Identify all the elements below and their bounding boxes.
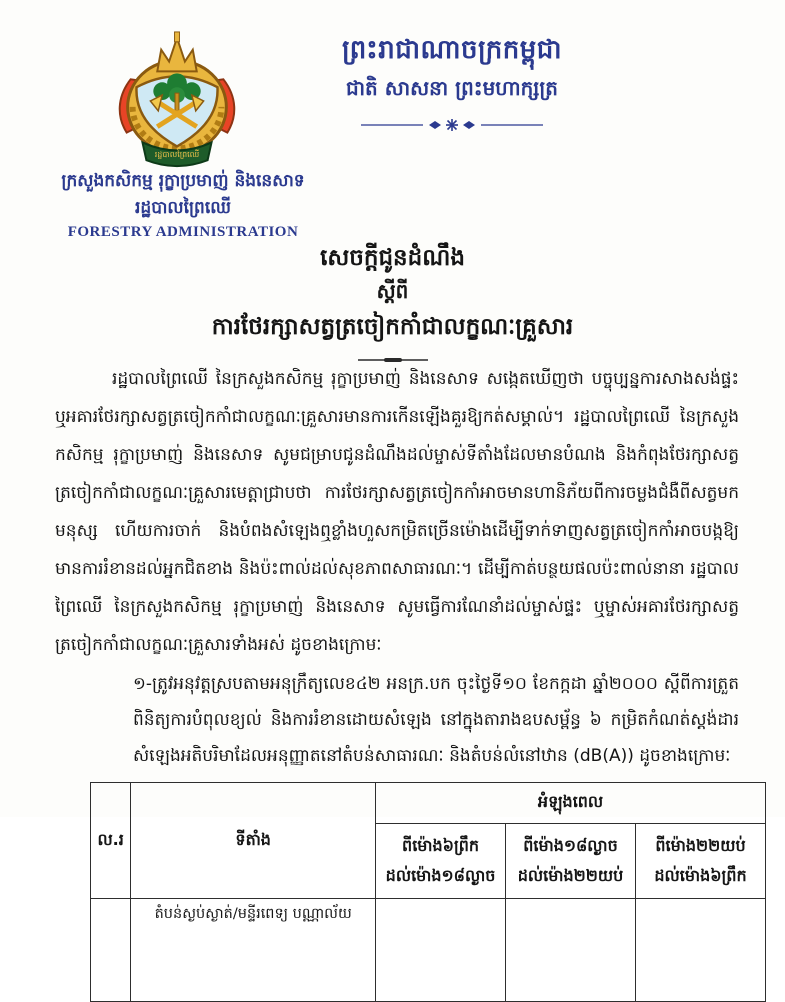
notice-title: សេចក្តីជូនដំណឹង — [320, 245, 465, 271]
body-item-1: ១-ត្រូវអនុវត្តស្របតាមអនុក្រឹត្យលេខ៤២ អនក្រ.បក ចុះថ្ងៃទី១០ ខែកក្កដា ឆ្នាំ២០០០ ស្តីពីការត្រួតពិនិត្យការបំពុលខ្យល់ និងការរំខានដោយសំឡេង នៅក្នុងតារាងឧបសម្ព័ន្ធ ៦ កម្រិតកំណត់ស្តង់ដារសំឡេងអតិបរិមាដែលអនុញ្ញាតនៅតំបន់សាធារណៈ និងតំបន់លំនៅឋាន (dB(A)) ដូចខាងក្រោមៈ — [133, 674, 739, 766]
table-header-location: ទីតាំង — [131, 783, 376, 899]
row-1-value-1 — [376, 899, 506, 1002]
period-3-line-1: ពីម៉ោង២២យប់ — [655, 836, 746, 855]
body-paragraph: រដ្ឋបាលព្រៃឈើ នៃក្រសួងកសិកម្ម រុក្ខាប្រមាញ់ និងនេសាទ សង្កេតឃើញថា បច្ចុប្បន្នការសាងសង់ផ្ទះ ឬអគារថែរក្សាសត្វត្រចៀកកាំជាលក្ខណៈគ្រួសារមានការកើនឡើងគួរឱ្យកត់សម្គាល់។ រដ្ឋបាលព្រៃឈើ នៃក្រសួងកសិកម្ម រុក្ខាប្រមាញ់ និងនេសាទ សូមជម្រាបជូនដំណឹងដល់ម្ចាស់ទីតាំងដែលមានបំណង និងកំពុងថែរក្សាសត្វត្រចៀកកាំជាលក្ខណៈគ្រួសារមេត្តាជ្រាបថា ការថែរក្សាសត្វត្រចៀកកាំអាចមានហានិភ័យពីការចម្លងជំងឺពីសត្វមកមនុស្ស ហើយការចាក់ និងបំពងសំឡេងឮខ្លាំងហួសកម្រិតច្រើនម៉ោងដើម្បីទាក់ទាញសត្វត្រចៀកកាំអាចបង្កឱ្យមានការរំខានដល់អ្នកជិតខាង និងប៉ះពាល់ដល់សុខភាពសាធារណៈ។ ដើម្បីកាត់បន្ថយផលប៉ះពាល់នានា រដ្ឋបាលព្រៃឈើ នៃក្រសួងកសិកម្ម រុក្ខាប្រមាញ់ និងនេសាទ សូមធ្វើការណែនាំដល់ម្ចាស់ផ្ទះ ឬម្ចាស់អគារថែរក្សាសត្វត្រចៀកកាំជាលក្ខណៈគ្រួសារទាំងអស់ ដូចខាងក្រោមៈ — [55, 369, 739, 655]
table-row — [91, 899, 766, 1002]
emblem-banner-label: រដ្ឋបាលព្រៃឈើ — [154, 150, 200, 160]
document-body — [55, 360, 747, 1002]
table-header-period-1 — [376, 824, 506, 899]
document-title-block — [0, 244, 785, 364]
forestry-administration-emblem-icon — [102, 28, 252, 176]
table-header-row-1 — [91, 783, 766, 824]
notice-subject: ការថែរក្សាសត្វត្រចៀកកាំជាលក្ខណៈគ្រួសារ — [211, 313, 574, 340]
period-3-line-2: ដល់ម៉ោង៦ព្រឹក — [654, 866, 747, 885]
kingdom-header — [272, 34, 632, 133]
table-header-period-group: អំឡុងពេល — [376, 783, 766, 824]
forestry-administration-english: FORESTRY ADMINISTRATION — [67, 224, 299, 241]
period-1-line-2: ដល់ម៉ោង១៨ល្ងាច — [385, 866, 496, 885]
noise-limit-table — [90, 782, 766, 1002]
row-1-location: តំបន់ស្ងប់ស្ងាត់/មន្ទីរពេទ្យ បណ្ណាល័យ — [131, 899, 376, 1002]
forestry-administration-khmer: រដ្ឋបាលព្រៃឈើ — [135, 198, 231, 219]
row-1-no — [91, 899, 131, 1002]
table-header-no: ល.រ — [91, 783, 131, 899]
period-2-line-1: ពីម៉ោង១៨ល្ងាច — [523, 836, 618, 855]
kingdom-motto: ជាតិ សាសនា ព្រះមហាក្សត្រ — [346, 75, 558, 100]
table-header-period-2 — [506, 824, 636, 899]
table-header-period-3 — [635, 824, 765, 899]
agency-header — [28, 168, 338, 241]
row-1-value-3 — [635, 899, 765, 1002]
notice-regarding: ស្តីពី — [376, 278, 409, 303]
row-1-value-2 — [506, 899, 636, 1002]
motto-divider-ornament-icon — [272, 117, 632, 133]
period-1-line-1: ពីម៉ោង៦ព្រឹក — [402, 836, 480, 855]
kingdom-title: ព្រះរាជាណាចក្រកម្ពុជា — [342, 35, 562, 65]
period-2-line-2: ដល់ម៉ោង២២យប់ — [517, 866, 624, 885]
emblem-crown — [157, 38, 196, 72]
ministry-name: ក្រសួងកសិកម្ម រុក្ខាប្រមាញ់ និងនេសាទ — [61, 171, 305, 191]
emblem-crown-spire — [175, 32, 180, 42]
